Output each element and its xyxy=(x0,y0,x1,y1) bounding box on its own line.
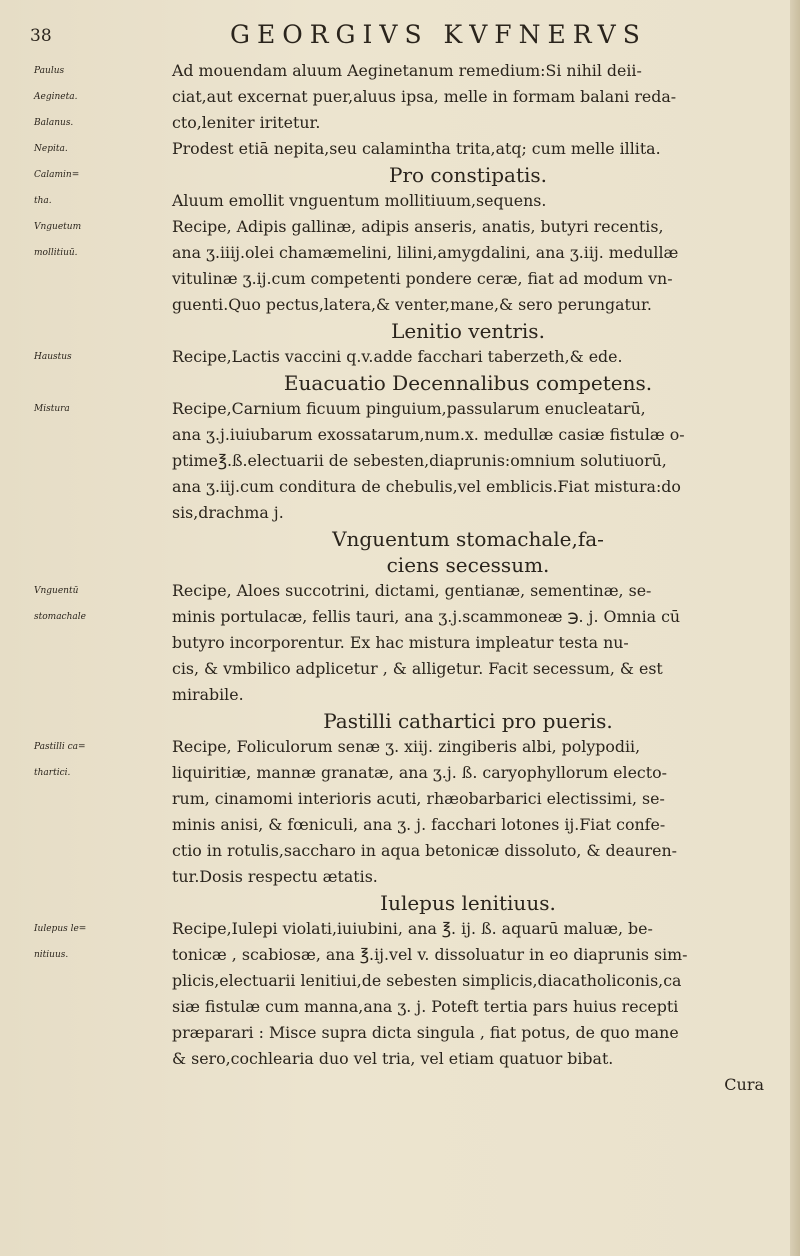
section-heading-line xyxy=(34,162,764,188)
section-heading-line xyxy=(34,552,764,578)
body-text: mirabile. xyxy=(172,685,244,704)
text-line xyxy=(34,266,764,292)
section-heading: Pastilli cathartici pro pueris. xyxy=(323,709,613,733)
text-line xyxy=(34,214,764,240)
body-text: Recipe,Lactis vaccini q.v.adde facchari taberzeth,& ede. xyxy=(172,347,623,366)
body-text: tonicæ , scabiosæ, ana ℥.ij.vel v. dissoluatur in eo diaprunis sim- xyxy=(172,945,688,964)
body-text: tur.Dosis respectu ætatis. xyxy=(172,867,378,886)
text-line xyxy=(34,994,764,1020)
text-line xyxy=(34,760,764,786)
catchword: Cura xyxy=(724,1075,764,1094)
margin-note: Calamin= xyxy=(34,170,80,180)
body-text: siæ fistulæ cum manna,ana ʒ. j. Poteft tertia pars huius recepti xyxy=(172,997,679,1016)
margin-note: Haustus xyxy=(34,352,72,362)
text-line xyxy=(34,656,764,682)
body-text: ana ʒ.iij.cum conditura de chebulis,vel emblicis.Fiat mistura:do xyxy=(172,477,681,496)
body-text: cis, & vmbilico adplicetur , & alligetur. Facit secessum, & est xyxy=(172,659,663,678)
margin-note: Paulus xyxy=(34,66,65,76)
section-heading-line xyxy=(34,318,764,344)
text-line xyxy=(34,84,764,110)
text-line xyxy=(34,812,764,838)
body-text: ana ʒ.j.iuiubarum exossatarum,num.x. medullæ casiæ fistulæ o- xyxy=(172,425,685,444)
running-head: GEORGIVS KVFNERVS xyxy=(230,20,647,49)
body-text: Recipe, Adipis gallinæ, adipis anseris, anatis, butyri recentis, xyxy=(172,217,664,236)
text-line xyxy=(34,240,764,266)
margin-note: thartici. xyxy=(34,768,71,778)
body-text: rum, cinamomi interioris acuti, rhæobarbarici electissimi, se- xyxy=(172,789,665,808)
body-text: butyro incorporentur. Ex hac mistura impleatur testa nu- xyxy=(172,633,629,652)
body-text: Ad mouendam aluum Aeginetanum remedium:Si nihil deii- xyxy=(172,61,642,80)
text-line xyxy=(34,630,764,656)
body-text: & sero,cochlearia duo vel tria, vel etiam quatuor bibat. xyxy=(172,1049,614,1068)
margin-note: Nepita. xyxy=(34,144,68,154)
margin-note: Aegineta. xyxy=(34,92,78,102)
margin-note: Mistura xyxy=(34,404,70,414)
body-text: Recipe,Iulepi violati,iuiubini, ana ℥. ij. ß. aquarū maluæ, be- xyxy=(172,919,653,938)
text-line xyxy=(34,916,764,942)
text-line xyxy=(34,136,764,162)
margin-note: Vnguentū xyxy=(34,586,79,596)
section-heading-line xyxy=(34,370,764,396)
text-line xyxy=(34,1020,764,1046)
body-text: plicis,electuarii lenitiui,de sebesten simplicis,diacatholiconis,ca xyxy=(172,971,682,990)
margin-note: Balanus. xyxy=(34,118,74,128)
section-heading: Lenitio ventris. xyxy=(391,319,545,343)
text-line xyxy=(34,500,764,526)
margin-note: mollitiuū. xyxy=(34,248,78,258)
body-text: Recipe, Foliculorum senæ ʒ. xiij. zingiberis albi, polypodii, xyxy=(172,737,641,756)
body-text: vitulinæ ʒ.ij.cum competenti pondere ceræ, fiat ad modum vn- xyxy=(172,269,673,288)
section-heading: Vnguentum stomachale,fa- xyxy=(332,527,604,551)
margin-note: stomachale xyxy=(34,612,86,622)
body-text: Aluum emollit vnguentum mollitiuum,sequens. xyxy=(172,191,547,210)
text-line xyxy=(34,968,764,994)
body-text: minis portulacæ, fellis tauri, ana ʒ.j.scammoneæ ℈. j. Omnia cū xyxy=(172,607,681,626)
text-line xyxy=(34,734,764,760)
body-text: præparari : Misce supra dicta singula , fiat potus, de quo mane xyxy=(172,1023,679,1042)
section-heading: Iulepus lenitiuus. xyxy=(380,891,556,915)
text-line xyxy=(34,474,764,500)
page-number: 38 xyxy=(30,26,52,46)
body-text: Recipe,Carnium ficuum pinguium,passularum enucleatarū, xyxy=(172,399,646,418)
body-text: sis,drachma j. xyxy=(172,503,284,522)
text-line xyxy=(34,942,764,968)
margin-note: Pastilli ca= xyxy=(34,742,86,752)
body-text: Prodest etiā nepita,seu calamintha trita,atq; cum melle illita. xyxy=(172,139,661,158)
section-heading: ciens secessum. xyxy=(386,553,550,577)
text-line xyxy=(34,1046,764,1072)
text-line xyxy=(34,110,764,136)
page-edge xyxy=(790,0,800,1256)
text-line xyxy=(34,864,764,890)
text-line xyxy=(34,578,764,604)
text-line xyxy=(34,604,764,630)
text-line xyxy=(34,786,764,812)
body-text: ptime℥.ß.electuarii de sebesten,diaprunis:omnium solutiuorū, xyxy=(172,451,667,470)
body-text: ana ʒ.iiij.olei chamæmelini, lilini,amygdalini, ana ʒ.iij. medullæ xyxy=(172,243,679,262)
margin-note: nitiuus. xyxy=(34,950,69,960)
text-line xyxy=(34,396,764,422)
page-body xyxy=(34,58,764,1098)
margin-note: Iulepus le= xyxy=(34,924,87,934)
section-heading-line xyxy=(34,708,764,734)
body-text: minis anisi, & fœniculi, ana ʒ. j. facchari lotones ij.Fiat confe- xyxy=(172,815,666,834)
section-heading-line xyxy=(34,526,764,552)
text-line xyxy=(34,422,764,448)
body-text: ciat,aut excernat puer,aluus ipsa, melle in formam balani reda- xyxy=(172,87,677,106)
text-line xyxy=(34,188,764,214)
text-line xyxy=(34,58,764,84)
catchword-line xyxy=(34,1072,764,1098)
body-text: liquiritiæ, mannæ granatæ, ana ʒ.j. ß. caryophyllorum electo- xyxy=(172,763,667,782)
margin-note: Vnguetum xyxy=(34,222,82,232)
body-text: ctio in rotulis,saccharo in aqua betonicæ dissoluto, & deauren- xyxy=(172,841,677,860)
section-heading: Pro constipatis. xyxy=(388,163,548,187)
text-line xyxy=(34,292,764,318)
section-heading-line xyxy=(34,890,764,916)
margin-note: tha. xyxy=(34,196,52,206)
body-text: Recipe, Aloes succotrini, dictami, gentianæ, sementinæ, se- xyxy=(172,581,652,600)
section-heading: Euacuatio Decennalibus competens. xyxy=(283,371,653,395)
page-header xyxy=(30,20,770,54)
body-text: guenti.Quo pectus,latera,& venter,mane,& sero perungatur. xyxy=(172,295,652,314)
text-line xyxy=(34,344,764,370)
text-line xyxy=(34,838,764,864)
text-line xyxy=(34,682,764,708)
body-text: cto,leniter iritetur. xyxy=(172,113,321,132)
text-line xyxy=(34,448,764,474)
